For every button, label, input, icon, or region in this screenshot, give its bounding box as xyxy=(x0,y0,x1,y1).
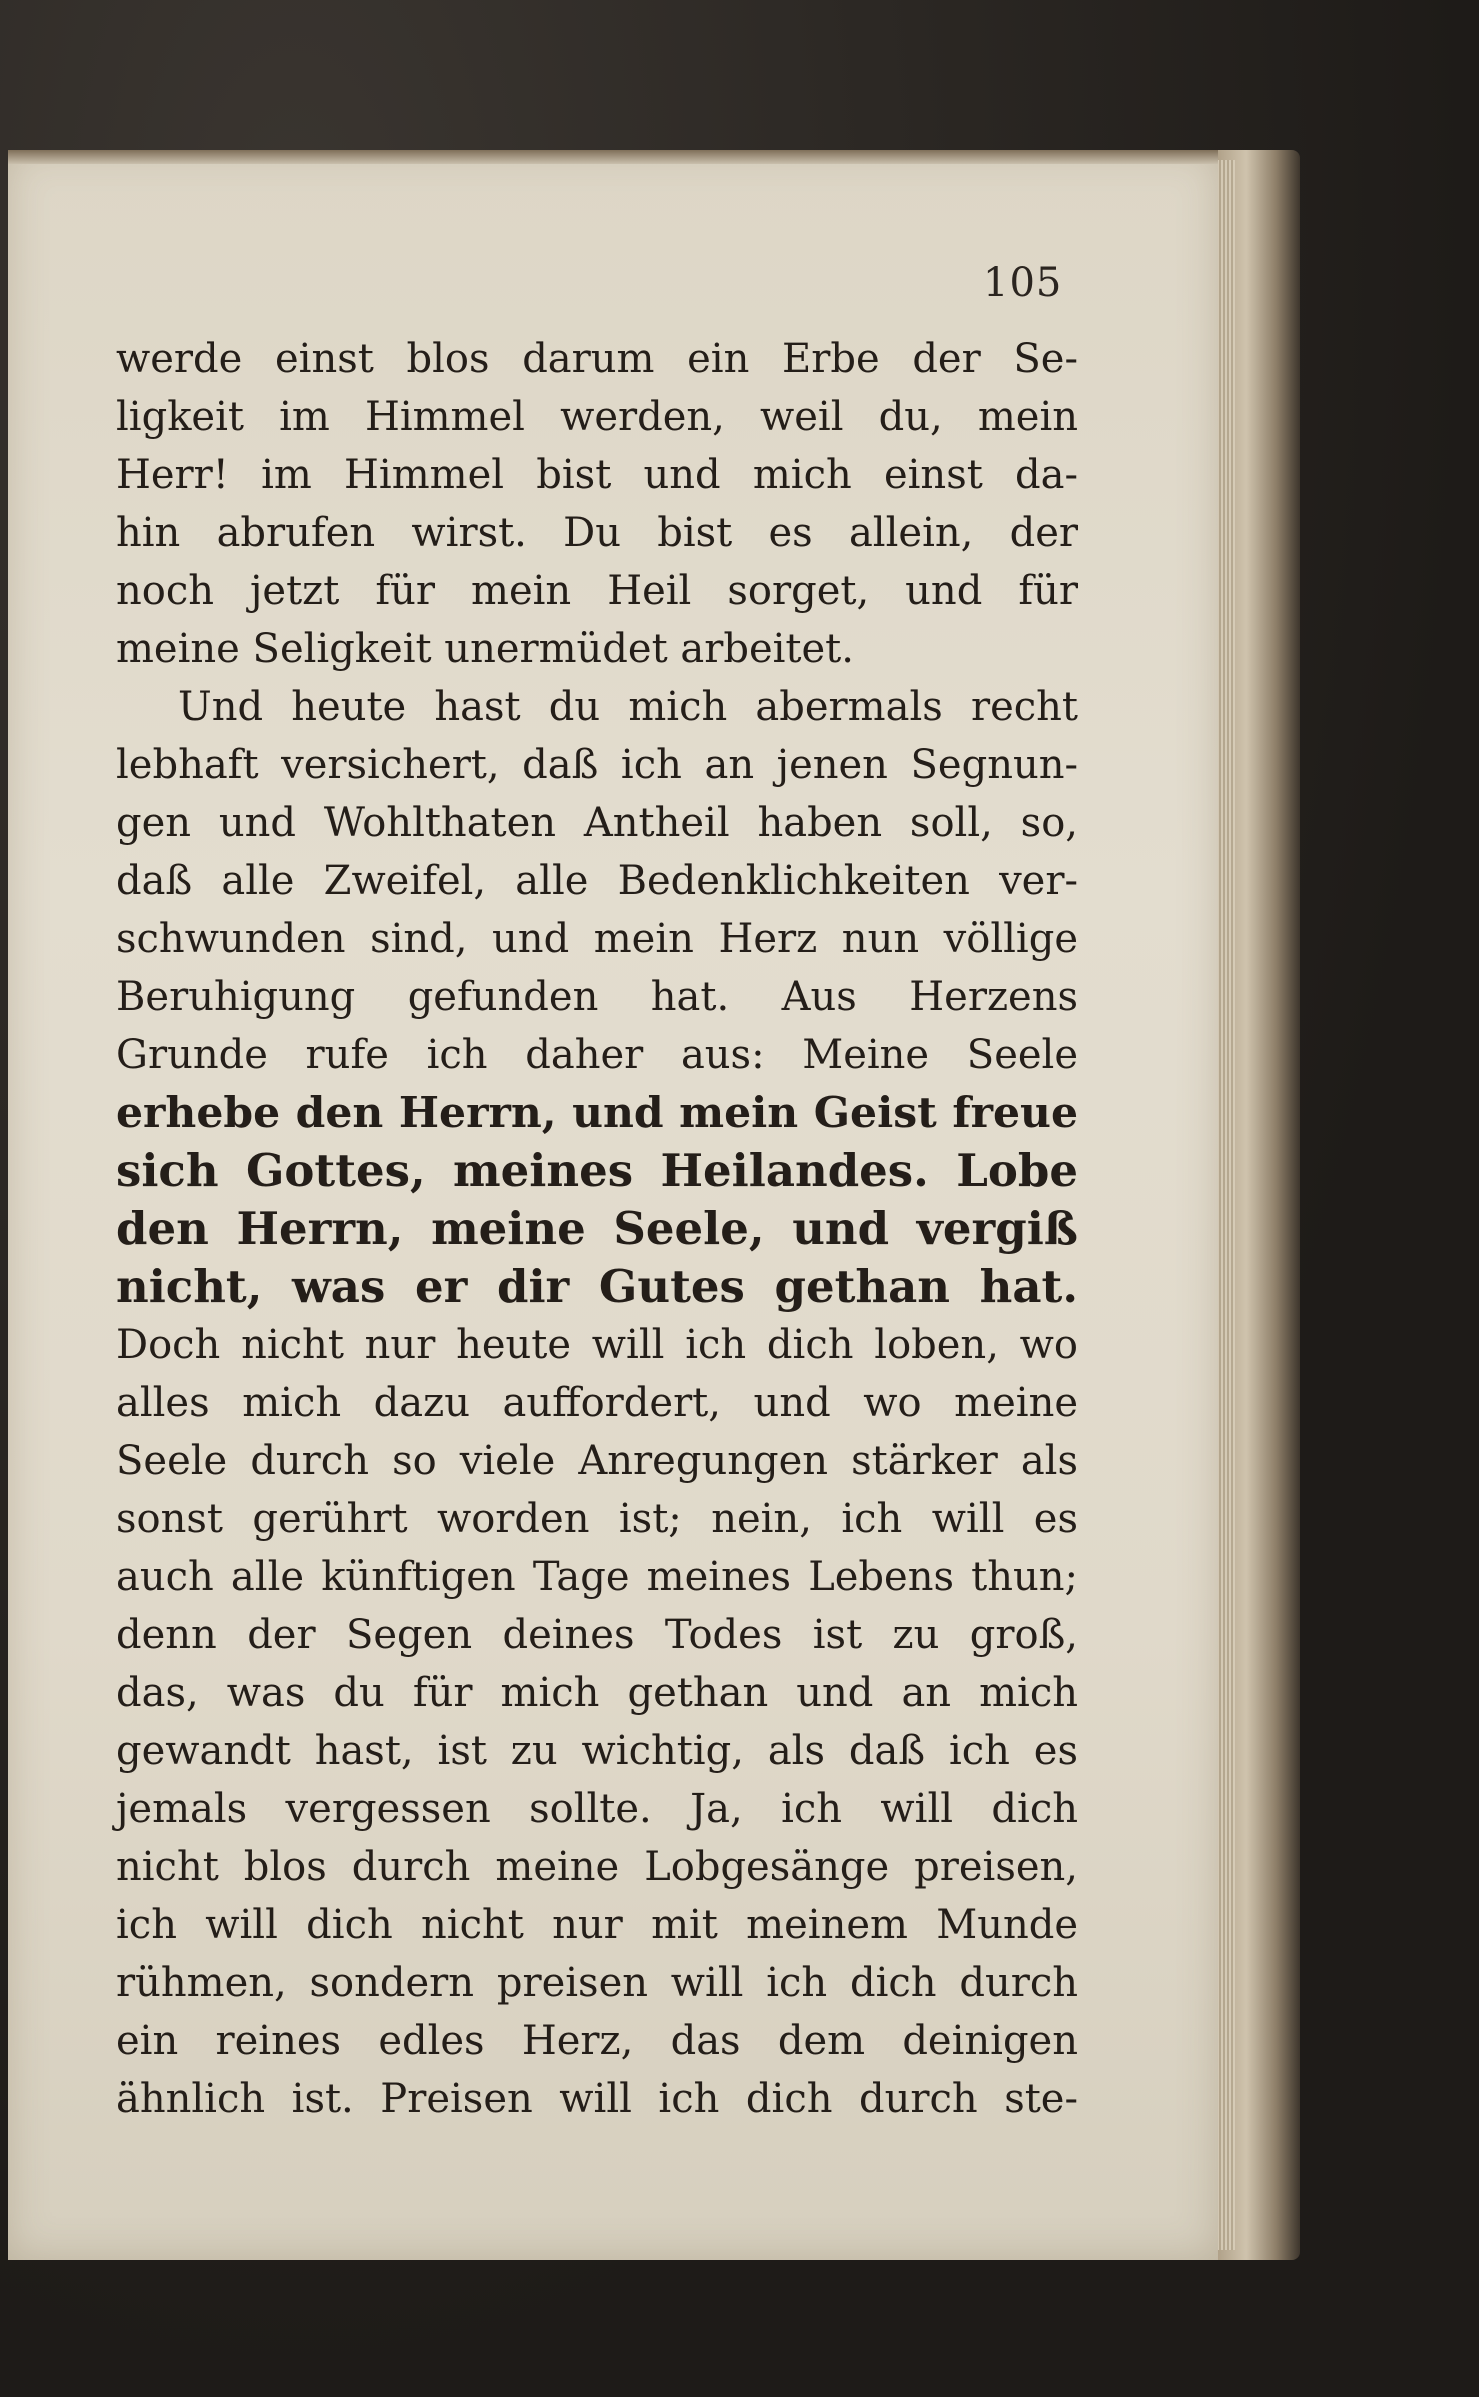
text-line: Beruhigung gefunden hat. Aus Herzens xyxy=(116,974,1078,1020)
page-top-edge xyxy=(8,150,1218,164)
text-line: gen und Wohlthaten Antheil haben soll, so, xyxy=(116,800,1078,846)
text-line: Seele durch so viele Anregungen stärker als xyxy=(116,1438,1078,1484)
text-line: Herr! im Himmel bist und mich einst da- xyxy=(116,452,1078,498)
text-line: Doch nicht nur heute will ich dich loben, wo xyxy=(116,1322,1078,1368)
book-page xyxy=(8,150,1218,2260)
text-line: werde einst blos darum ein Erbe der Se- xyxy=(116,336,1078,382)
text-line: auch alle künftigen Tage meines Lebens thun; xyxy=(116,1554,1078,1600)
text-line: noch jetzt für mein Heil sorget, und für xyxy=(116,568,1078,614)
text-line: lebhaft versichert, daß ich an jenen Segnun- xyxy=(116,742,1078,788)
text-line: Grunde rufe ich daher aus: Meine Seele xyxy=(116,1032,1078,1078)
text-line: denn der Segen deines Todes ist zu groß, xyxy=(116,1612,1078,1658)
text-line: ich will dich nicht nur mit meinem Munde xyxy=(116,1902,1078,1948)
quotation-line: erhebe den Herrn, und mein Geist freue xyxy=(116,1088,1078,1138)
text-line: alles mich dazu auffordert, und wo meine xyxy=(116,1380,1078,1426)
text-line: meine Seligkeit unermüdet arbeitet. xyxy=(116,626,854,672)
page-number: 105 xyxy=(983,260,1063,306)
text-line: ähnlich ist. Preisen will ich dich durch ste- xyxy=(116,2076,1078,2122)
text-line: ligkeit im Himmel werden, weil du, mein xyxy=(116,394,1078,440)
text-line: jemals vergessen sollte. Ja, ich will dich xyxy=(116,1786,1078,1832)
text-line: sonst gerührt worden ist; nein, ich will es xyxy=(116,1496,1078,1542)
text-line: nicht blos durch meine Lobgesänge preisen, xyxy=(116,1844,1078,1890)
text-line: gewandt hast, ist zu wichtig, als daß ich es xyxy=(116,1728,1078,1774)
quotation-line: nicht, was er dir Gutes gethan hat. xyxy=(116,1260,1078,1313)
quotation-line: sich Gottes, meines Heilandes. Lobe xyxy=(116,1144,1078,1197)
text-line: schwunden sind, und mein Herz nun völlige xyxy=(116,916,1078,962)
text-line: rühmen, sondern preisen will ich dich durch xyxy=(116,1960,1078,2006)
body-text xyxy=(116,330,1078,2128)
paragraph-start-line: Und heute hast du mich abermals recht xyxy=(178,684,1078,730)
quotation-line: den Herrn, meine Seele, und vergiß xyxy=(116,1202,1078,1255)
text-line: das, was du für mich gethan und an mich xyxy=(116,1670,1078,1716)
text-line: ein reines edles Herz, das dem deinigen xyxy=(116,2018,1078,2064)
text-line: hin abrufen wirst. Du bist es allein, der xyxy=(116,510,1078,556)
text-line: daß alle Zweifel, alle Bedenklichkeiten ver- xyxy=(116,858,1078,904)
